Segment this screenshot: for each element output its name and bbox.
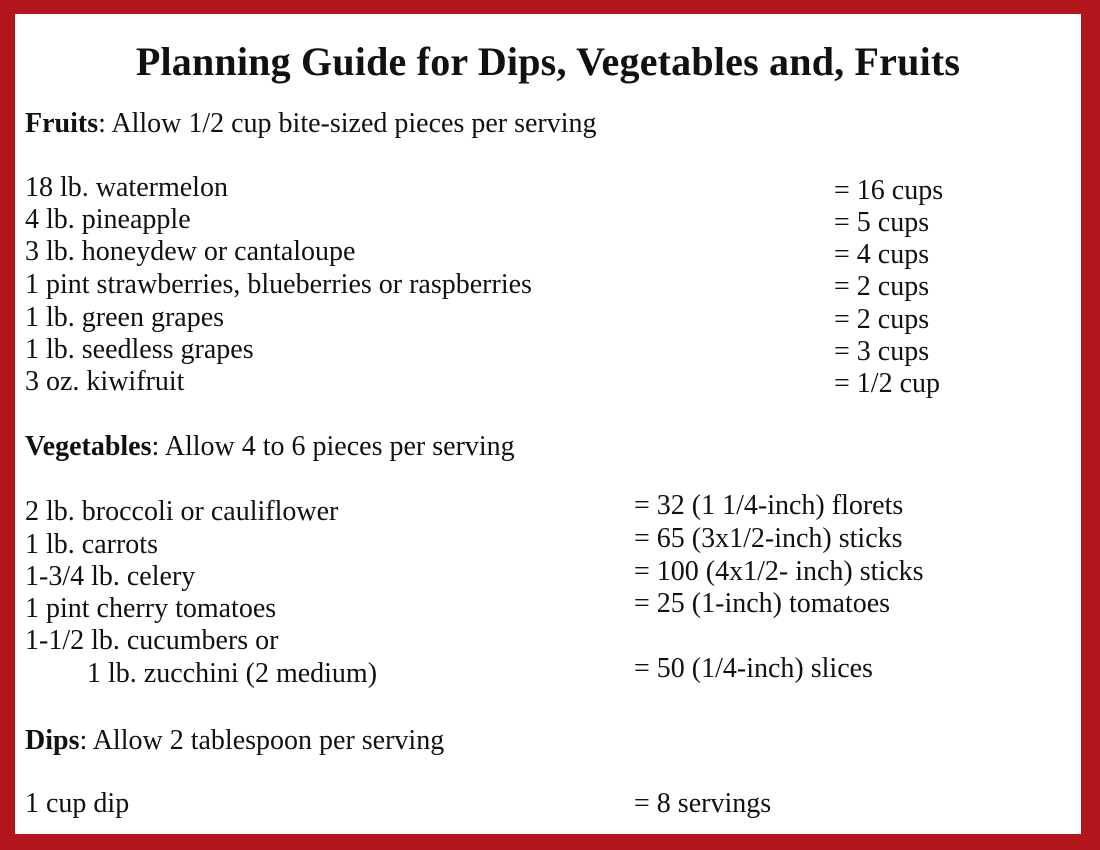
fruit-item: 18 lb. watermelon	[25, 172, 228, 203]
vegetable-yield: = 25 (1-inch) tomatoes	[634, 588, 891, 619]
dip-item: 1 cup dip	[25, 788, 130, 819]
fruit-yield: = 16 cups	[834, 175, 944, 206]
fruit-item: 3 oz. kiwifruit	[25, 366, 185, 397]
dips-heading	[25, 725, 444, 757]
vegetables-label: Vegetables	[25, 431, 152, 462]
vegetable-yield: = 65 (3x1/2-inch) sticks	[634, 523, 903, 554]
vegetable-yield: = 32 (1 1/4-inch) florets	[634, 490, 904, 521]
fruits-label: Fruits	[25, 108, 99, 139]
vegetables-note: : Allow 4 to 6 pieces per serving	[151, 431, 515, 462]
fruits-heading	[25, 108, 597, 140]
fruit-item: 1 lb. green grapes	[25, 302, 225, 333]
dips-label: Dips	[25, 725, 80, 756]
fruit-yield: = 1/2 cup	[834, 368, 940, 399]
fruit-yield: = 2 cups	[834, 304, 930, 335]
fruit-yield: = 3 cups	[834, 336, 930, 367]
fruit-item: 1 pint strawberries, blueberries or raspberries	[25, 269, 532, 300]
fruit-item: 3 lb. honeydew or cantaloupe	[25, 236, 356, 267]
guide-card	[15, 14, 1081, 834]
vegetable-item: 1 lb. carrots	[25, 529, 158, 560]
fruits-note: : Allow 1/2 cup bite-sized pieces per serving	[98, 108, 597, 139]
fruit-yield: = 5 cups	[834, 207, 930, 238]
fruit-yield: = 4 cups	[834, 239, 930, 270]
vegetable-item: 1-1/2 lb. cucumbers or	[25, 625, 279, 656]
vegetables-heading	[25, 431, 515, 463]
fruit-item: 1 lb. seedless grapes	[25, 334, 254, 365]
fruit-item: 4 lb. pineapple	[25, 204, 191, 235]
vegetable-yield: = 50 (1/4-inch) slices	[634, 653, 873, 684]
dips-note: : Allow 2 tablespoon per serving	[79, 725, 445, 756]
page-title: Planning Guide for Dips, Vegetables and, Fruits	[135, 39, 961, 84]
vegetable-item: 1 pint cherry tomatoes	[25, 593, 277, 624]
vegetable-item: 1-3/4 lb. celery	[25, 561, 196, 592]
vegetable-yield: = 100 (4x1/2- inch) sticks	[634, 556, 924, 587]
vegetable-item-continued: 1 lb. zucchini (2 medium)	[87, 658, 378, 689]
vegetable-item: 2 lb. broccoli or cauliflower	[25, 496, 339, 527]
fruit-yield: = 2 cups	[834, 271, 930, 302]
dip-yield: = 8 servings	[634, 788, 772, 819]
